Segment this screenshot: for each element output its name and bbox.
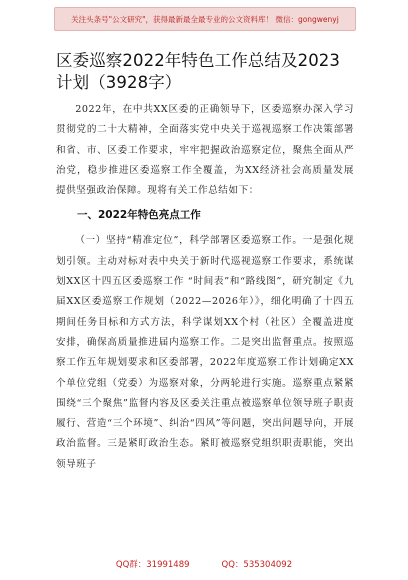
promo-banner: [54, 7, 356, 31]
footer-qq-group: QQ群：31991489: [115, 560, 190, 570]
promo-banner-text: 关注头条号"公文研究"，获得最新最全最专业的公文资料库！ 微信：gongwenyj: [71, 14, 339, 24]
document-body: [56, 50, 354, 475]
body-paragraph: （一）坚持“精准定位”，科学部署区委巡察工作。一是强化规划引领。主动对标对表中央关于新时代巡视巡察工作要求，系统谋划XX区十四五区委巡察工作 “时间表”和“路线图”，研究制定《九届XX区委巡察工作规划（2022—2026年）》，细化明确了十四五期间任务目标和方式方法，科学谋划XX个村（社区）全覆盖进度安排，确保高质量推进届内巡察工作。二是突出监督重点。按照巡察工作五年规划要求和区委部署，2022年度巡察工作计划确定XX个单位党组（党委）为巡察对象，分两轮进行实施。巡察重点紧紧围绕“三个聚焦”监督内容及区委关注重点被巡察单位领导班子职责履行、营造“三个环境”、纠治“四风”等问题，突出问题导向，开展政治监督。三是紧盯政治生态。紧盯被巡察党组织职责职能，突出领导班子: [56, 235, 354, 470]
footer-qq: QQ：535304092: [221, 560, 293, 570]
section-heading: 一、2022年特色亮点工作: [77, 209, 201, 222]
intro-paragraph: 2022年，在中共XX区委的正确领导下，区委巡察办深入学习贯彻党的二十大精神，全面落实党中央关于巡视巡察工作决策部署和省、市、区委工作要求，牢牢把握政治巡察定位，聚焦全面从严治党，稳步推进区委巡察工作全覆盖，为XX经济社会高质量发展提供坚强政治保障。现将有关工作总结如下：: [56, 104, 354, 197]
document-title: 区委巡察2022年特色工作总结及2023计划（3928字）: [56, 51, 340, 92]
footer-contact: [0, 558, 408, 570]
